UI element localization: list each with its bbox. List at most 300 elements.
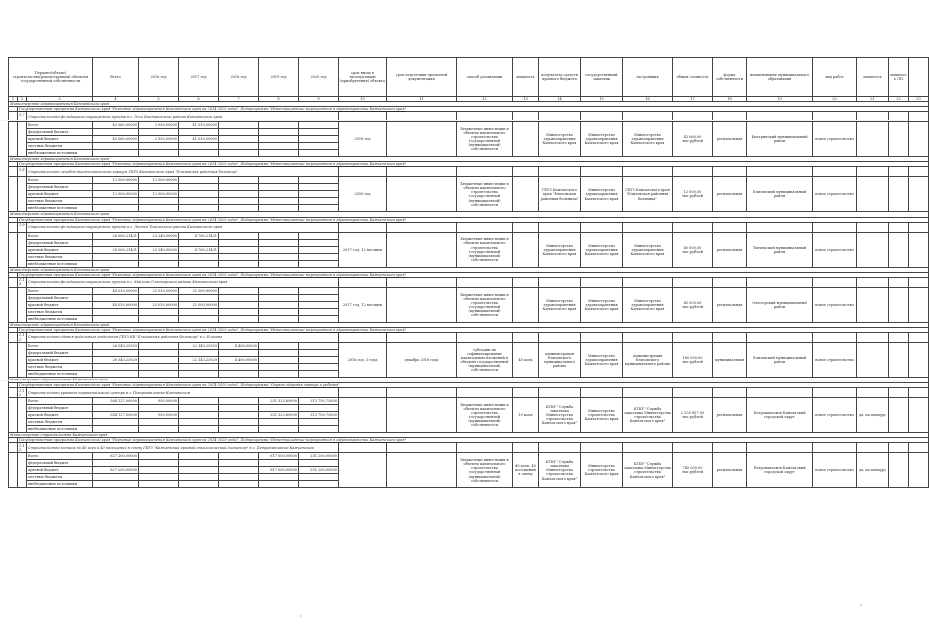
empty-cell (339, 277, 387, 287)
empty-cell (539, 222, 581, 232)
empty-cell (889, 443, 909, 453)
empty-cell (673, 443, 713, 453)
empty-cell (713, 222, 747, 232)
financing-value (219, 246, 259, 253)
financing-value (219, 315, 259, 322)
column-number-cell: 2 (18, 97, 27, 102)
header-cell-work-type: вид работ (813, 58, 857, 97)
financing-row (9, 232, 929, 239)
empty-cell (889, 222, 909, 232)
financing-value (219, 287, 259, 294)
financing-source-label: местные бюджеты (27, 419, 93, 426)
design-term (387, 177, 457, 212)
financing-value (219, 143, 259, 150)
financing-value (219, 129, 259, 136)
financing-value: 313 750,73000 (299, 412, 339, 419)
developer: Министерство здравоохранения Камчатского края (623, 287, 673, 322)
financing-source-label: местные бюджеты (27, 198, 93, 205)
object-title-row (9, 277, 929, 287)
capacity (513, 122, 539, 157)
work-type: новое строительство (813, 287, 857, 322)
empty-cell (623, 167, 673, 177)
empty-cell (673, 222, 713, 232)
empty-cell (539, 443, 581, 453)
capacity (513, 232, 539, 267)
financing-value (219, 308, 259, 315)
financing-value (179, 426, 219, 433)
financing-value: 23 010,00000 (139, 301, 179, 308)
financing-value (93, 129, 139, 136)
ownership-form: региональная (713, 453, 747, 488)
financing-value: 12 000,00000 (139, 191, 179, 198)
financing-value (93, 364, 139, 371)
empty-cell (889, 398, 909, 433)
financing-value (139, 294, 179, 301)
header-cell-extra2: мощность ЛП (889, 58, 909, 97)
financing-value (299, 350, 339, 357)
empty-cell (813, 443, 857, 453)
empty-cell (713, 167, 747, 177)
header-cell-total: Всего (93, 58, 139, 97)
financing-value (259, 308, 299, 315)
empty-cell (909, 277, 929, 287)
empty-cell (387, 333, 457, 343)
empty-cell (457, 443, 513, 453)
indent-cell (9, 177, 18, 212)
developer: Администрация Елизовского муниципального района (623, 343, 673, 378)
financing-value: 950,00000 (139, 398, 179, 405)
financing-value (299, 191, 339, 198)
budget-recipient: КГКУ "Служба заказчика Министерства строительства Камчатского края" (539, 398, 581, 433)
financing-value: 43 060,00000 (93, 122, 139, 129)
financing-value (179, 419, 219, 426)
indent-cell (9, 167, 18, 177)
object-name: Строительство фельдшерско-акушерского пункта в с. Эссо Быстринского района Камчатского края (27, 112, 339, 122)
financing-value (219, 412, 259, 419)
indent-cell (18, 453, 27, 488)
municipality: Елизовский муниципальный район (747, 343, 813, 378)
financing-value (93, 308, 139, 315)
financing-value (139, 198, 179, 205)
financing-source-label: внебюджетные источники (27, 426, 93, 433)
empty-cell (909, 388, 929, 398)
financing-source-label: краевой бюджет (27, 467, 93, 474)
financing-value (179, 184, 219, 191)
commissioning-term: 2018 год (339, 122, 387, 157)
financing-value (219, 350, 259, 357)
capacity: 40 коек (513, 343, 539, 378)
column-number-cell: 12 (457, 97, 513, 102)
empty-cell (387, 443, 457, 453)
financing-value (259, 129, 299, 136)
financing-row (9, 122, 929, 129)
financing-value (179, 239, 219, 246)
budget-recipient: Министерство здравоохранения Камчатского края (539, 232, 581, 267)
financing-value: 617 000,00000 (259, 467, 299, 474)
financing-value (179, 205, 219, 212)
header-cell-2020: 2020 год (299, 58, 339, 97)
financing-value (179, 308, 219, 315)
ownership-form: региональная (713, 232, 747, 267)
extra-note: да, на конкурс (857, 398, 889, 433)
financing-source-label: Всего (27, 177, 93, 184)
financing-value: 22 143,25529 (179, 343, 219, 350)
financing-value (219, 467, 259, 474)
financing-value (93, 405, 139, 412)
municipality: Тигильский муниципальный район (747, 232, 813, 267)
financing-value (299, 232, 339, 239)
financing-value: 950,00000 (139, 412, 179, 419)
financing-value (179, 253, 219, 260)
financing-row (9, 343, 929, 350)
financing-value (299, 122, 339, 129)
empty-cell (457, 333, 513, 343)
empty-cell (909, 287, 929, 322)
financing-value (259, 405, 299, 412)
empty-cell (539, 167, 581, 177)
empty-cell (857, 443, 889, 453)
extra-note: да, на конкурс (857, 453, 889, 488)
financing-value: 627 200,00000 (93, 467, 139, 474)
financing-value: 251 323,69000 (259, 398, 299, 405)
financing-value (259, 205, 299, 212)
financing-value (219, 474, 259, 481)
header-cell-method: способ реализации (457, 58, 513, 97)
financing-value (219, 405, 259, 412)
column-number-cell: 14 (539, 97, 581, 102)
empty-cell (673, 167, 713, 177)
financing-source-label: внебюджетные источники (27, 371, 93, 378)
empty-cell (813, 167, 857, 177)
empty-cell (339, 222, 387, 232)
empty-cell (457, 277, 513, 287)
financing-value (139, 143, 179, 150)
column-number-cell: 17 (673, 97, 713, 102)
empty-cell (387, 222, 457, 232)
financing-value (219, 419, 259, 426)
object-number: 1.10. (19, 278, 25, 287)
empty-cell (673, 333, 713, 343)
total-cost: 745 000,00 тыс.рублей (673, 453, 713, 488)
header-cell-power: мощность (513, 58, 539, 97)
financing-value (93, 205, 139, 212)
empty-cell (387, 277, 457, 287)
financing-value: 23 240,00000 (139, 246, 179, 253)
empty-cell (713, 443, 747, 453)
indent-cell (9, 453, 18, 488)
object-number: 1.8. (19, 167, 25, 176)
ownership-form: региональная (713, 177, 747, 212)
financing-value (259, 239, 299, 246)
financing-value (139, 474, 179, 481)
design-term (387, 287, 457, 322)
financing-value (139, 150, 179, 157)
financing-source-label: Всего (27, 343, 93, 350)
empty-cell (581, 167, 623, 177)
column-number-cell: 20 (813, 97, 857, 102)
financing-value: 41 010,00000 (179, 122, 219, 129)
header-cell-developer: застройщик (623, 58, 673, 97)
financing-value (299, 198, 339, 205)
financing-source-label: федеральный бюджет (27, 129, 93, 136)
empty-cell (513, 333, 539, 343)
total-cost: 12 000,00 тыс.рублей (673, 177, 713, 212)
empty-cell (747, 277, 813, 287)
financing-value: 12 000,00000 (93, 191, 139, 198)
financing-value (259, 474, 299, 481)
financing-value (259, 232, 299, 239)
object-title-row (9, 333, 929, 343)
program-name: Государственная программа Камчатского края "Развитие здравоохранения Камчатского края на 2014-2020 годы", Подпрограмма "Инвестиционные мероприятия в здравоохранении Камчатского края" (18, 107, 929, 112)
ownership-form: региональная (713, 398, 747, 433)
financing-value (259, 191, 299, 198)
empty-cell (857, 222, 889, 232)
financing-source-label: внебюджетные источники (27, 315, 93, 322)
financing-value (219, 364, 259, 371)
financing-value: 23 240,00000 (139, 232, 179, 239)
financing-value (299, 184, 339, 191)
object-title-row (9, 443, 929, 453)
work-type: новое строительство (813, 177, 857, 212)
column-number-cell: 16 (623, 97, 673, 102)
financing-source-label: местные бюджеты (27, 308, 93, 315)
financing-value (299, 136, 339, 143)
empty-cell (623, 443, 673, 453)
total-cost: 43 060,00 тыс.рублей (673, 122, 713, 157)
financing-value (299, 253, 339, 260)
financing-value (179, 412, 219, 419)
empty-cell (513, 443, 539, 453)
column-number-cell: 4 (93, 97, 139, 102)
financing-source-label: федеральный бюджет (27, 460, 93, 467)
empty-cell (813, 333, 857, 343)
financing-value: 251 200,00000 (299, 467, 339, 474)
financing-value: 627 200,00000 (93, 453, 139, 460)
commissioning-term: 2016 год (339, 177, 387, 212)
empty-cell (747, 222, 813, 232)
financing-value (219, 481, 259, 488)
indent-cell (9, 443, 18, 453)
financing-value (93, 350, 139, 357)
financing-row (9, 453, 929, 460)
state-customer: Министерство здравоохранения Камчатского края (581, 122, 623, 157)
financing-value (299, 143, 339, 150)
financing-source-label: внебюджетные источники (27, 150, 93, 157)
financing-value (219, 294, 259, 301)
financing-value (139, 260, 179, 267)
empty-cell (747, 167, 813, 177)
ministry-name: Министерство здравоохранения Камчатского края (9, 267, 929, 272)
empty-cell (747, 333, 813, 343)
financing-value (93, 419, 139, 426)
financing-value (179, 453, 219, 460)
financing-value (139, 315, 179, 322)
financing-source-label: федеральный бюджет (27, 294, 93, 301)
work-type: новое строительство (813, 232, 857, 267)
financing-value (259, 426, 299, 433)
indent-cell (9, 343, 18, 378)
financing-value (259, 371, 299, 378)
financing-value (299, 460, 339, 467)
capacity: 10 коек (513, 398, 539, 433)
program-name: Государственная программа Камчатского края "Развитие здравоохранения Камчатского края на 2014-2020 годы", Подпрограмма "Инвестиционные мероприятия в здравоохранении Камчатского края" (18, 327, 929, 332)
empty-cell (713, 388, 747, 398)
empty-cell (623, 388, 673, 398)
financing-value (259, 287, 299, 294)
ministry-name: Министерство строительства Камчатского края (9, 433, 929, 438)
state-customer: Министерство строительства Камчатского края (581, 398, 623, 433)
header-cell-commissioning: срок ввода в эксплуатацию (приобретения) объекта (339, 58, 387, 97)
scan-speck (300, 615, 302, 617)
financing-value (299, 294, 339, 301)
object-number: 1.9. (19, 223, 25, 232)
extra-note (857, 232, 889, 267)
financing-value (179, 294, 219, 301)
financing-source-label: внебюджетные источники (27, 205, 93, 212)
implementation-method: Бюджетные инвестиции в объекты капитального строительства государственной (муниципальной) собственности (457, 177, 513, 212)
financing-value (259, 253, 299, 260)
financing-value (219, 122, 259, 129)
empty-cell (857, 167, 889, 177)
financing-value (93, 260, 139, 267)
indent-cell (18, 177, 27, 212)
empty-cell (457, 167, 513, 177)
financing-value: 43 060,00000 (93, 136, 139, 143)
object-title-row (9, 388, 929, 398)
financing-value (299, 150, 339, 157)
work-type: новое строительство (813, 122, 857, 157)
column-number-cell: 6 (179, 97, 219, 102)
financing-value (259, 357, 299, 364)
empty-cell (539, 388, 581, 398)
empty-cell (713, 333, 747, 343)
ministry-name: Министерство здравоохранения Камчатского края (9, 212, 929, 217)
empty-cell (513, 388, 539, 398)
financing-value (219, 453, 259, 460)
header-cell-2017: 2017 год (179, 58, 219, 97)
implementation-method: субсидии на софинансирование капитальных вложений в объекты государственной (муниципальной) собственности (457, 343, 513, 378)
financing-value: 584 127,00000 (93, 412, 139, 419)
implementation-method: Бюджетные инвестиции в объекты капитального строительства государственной (муниципальной) собственности (457, 232, 513, 267)
design-term (387, 453, 457, 488)
financing-value (299, 357, 339, 364)
financing-source-label: Всего (27, 453, 93, 460)
financing-value (139, 467, 179, 474)
financing-value (299, 364, 339, 371)
object-number: 1.7. (19, 112, 25, 121)
implementation-method: Бюджетные инвестиции в объекты капитального строительства государственной (муниципальной) собственности (457, 453, 513, 488)
empty-cell (909, 232, 929, 267)
financing-value (219, 239, 259, 246)
empty-cell (747, 443, 813, 453)
financing-value (93, 481, 139, 488)
financing-value: 313 750,73000 (299, 398, 339, 405)
header-cell-ownership: форма собственности (713, 58, 747, 97)
program-name: Государственная программа Камчатского края "Развитие здравоохранения Камчатского края на 2014-2020 годы", Подпрограмма "Охрана здоровья матери и ребенка" (18, 383, 929, 388)
budget-recipient: администрация Елизовского муниципального района (539, 343, 581, 378)
empty-cell (581, 277, 623, 287)
financing-value (219, 232, 259, 239)
empty-cell (623, 333, 673, 343)
financing-value (139, 460, 179, 467)
financing-value: 21 000,00000 (179, 287, 219, 294)
empty-cell (813, 222, 857, 232)
financing-value: 28 000,21431 (93, 246, 139, 253)
header-cell-empty (909, 58, 929, 97)
empty-cell (909, 167, 929, 177)
object-name: Строительство лечебно-диагностического корпуса ГБУЗ Камчатского края "Елизовская районная больница" (27, 167, 339, 177)
financing-value: 251 200,00000 (299, 453, 339, 460)
financing-source-label: федеральный бюджет (27, 350, 93, 357)
municipality: Олюторский муниципальный район (747, 287, 813, 322)
empty-cell (581, 443, 623, 453)
column-number-cell: 7 (219, 97, 259, 102)
indent-cell (9, 388, 18, 398)
capacity (513, 287, 539, 322)
financing-value: 4 400,00000 (219, 343, 259, 350)
financing-value: 26 543,25529 (93, 357, 139, 364)
financing-value (179, 398, 219, 405)
financing-source-label: краевой бюджет (27, 191, 93, 198)
financing-value (93, 239, 139, 246)
indent-cell (18, 398, 27, 433)
empty-cell (889, 453, 909, 488)
column-number-cell: 15 (581, 97, 623, 102)
financing-value (179, 364, 219, 371)
indent-cell (9, 277, 18, 287)
program-name: Государственная программа Камчатского края "Развитие здравоохранения Камчатского края на 2014-2020 годы", Подпрограмма "Инвестиционные мероприятия в здравоохранении Камчатского края" (18, 162, 929, 167)
empty-cell (713, 277, 747, 287)
financing-value (179, 371, 219, 378)
financing-value (299, 419, 339, 426)
financing-value (93, 315, 139, 322)
financing-value: 4 760,21431 (179, 232, 219, 239)
empty-cell (909, 398, 929, 433)
indent-cell (9, 122, 18, 157)
total-cost: 40 000,00 тыс.рублей (673, 232, 713, 267)
financing-value (139, 343, 179, 350)
empty-cell (339, 388, 387, 398)
financing-value (179, 481, 219, 488)
empty-cell (909, 333, 929, 343)
indent-cell (9, 398, 18, 433)
financing-value (179, 143, 219, 150)
empty-cell (581, 388, 623, 398)
empty-cell (457, 222, 513, 232)
financing-value (139, 350, 179, 357)
commissioning-term (339, 398, 387, 433)
state-customer: Министерство здравоохранения Камчатского края (581, 177, 623, 212)
financing-value (179, 467, 219, 474)
financing-source-label: внебюджетные источники (27, 481, 93, 488)
financing-row (9, 398, 929, 405)
financing-value (259, 460, 299, 467)
financing-value (219, 150, 259, 157)
financing-value (259, 122, 299, 129)
financing-value (259, 177, 299, 184)
indent-cell (18, 287, 27, 322)
financing-value (179, 460, 219, 467)
financing-value (299, 239, 339, 246)
financing-source-label: федеральный бюджет (27, 405, 93, 412)
budget-recipient: Министерство здравоохранения Камчатского края (539, 122, 581, 157)
empty-cell (539, 277, 581, 287)
empty-cell (889, 177, 909, 212)
financing-value (93, 371, 139, 378)
header-cell-cost: общая стоимость (673, 58, 713, 97)
financing-value (139, 205, 179, 212)
financing-value (93, 426, 139, 433)
